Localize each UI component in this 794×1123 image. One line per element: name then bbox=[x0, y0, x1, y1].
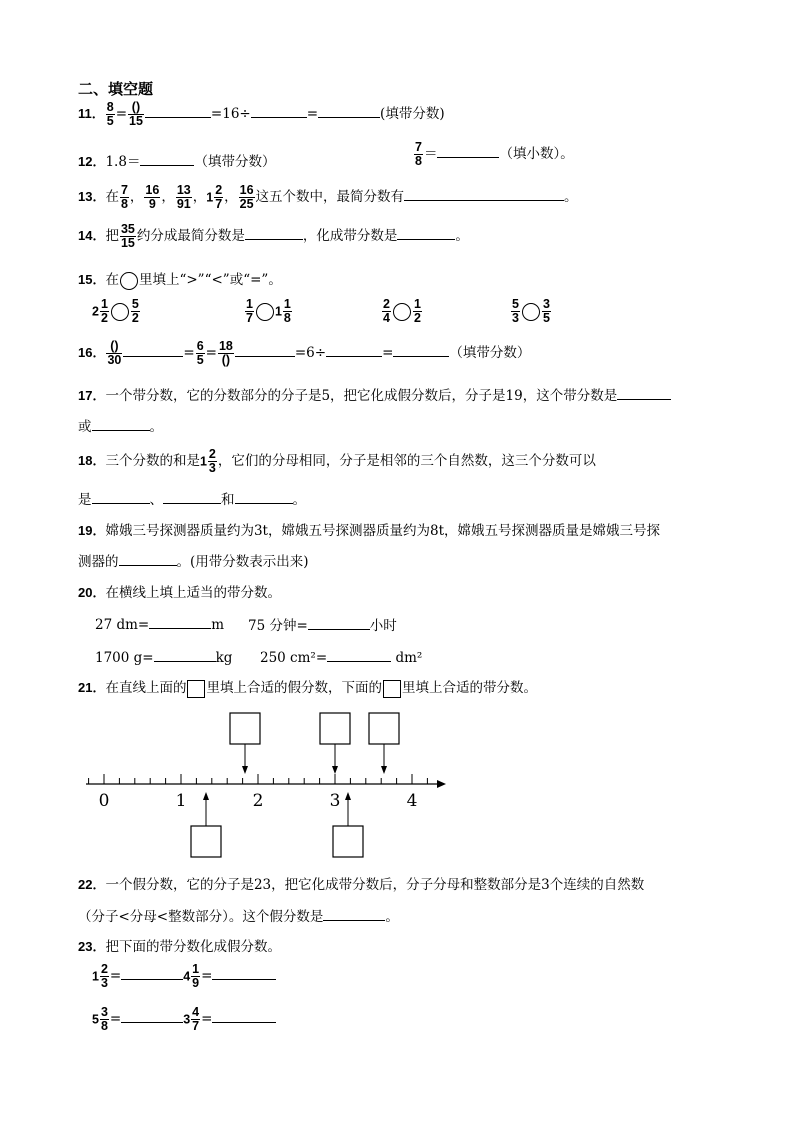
question-number: 20． bbox=[78, 585, 106, 600]
answer-blank[interactable] bbox=[212, 965, 276, 980]
question-number: 15． bbox=[78, 272, 106, 287]
question-23: 23．把下面的带分数化成假分数。 bbox=[78, 939, 281, 955]
square-icon bbox=[383, 680, 401, 698]
question-19: 19．嫦娥三号探测器质量约为3t，嫦娥五号探测器质量约为8t，嫦娥五号探测器质量是嫦娥三号探 bbox=[78, 523, 660, 539]
answer-blank[interactable] bbox=[318, 103, 380, 118]
question-20: 20．在横线上填上适当的带分数。 bbox=[78, 585, 281, 601]
fraction: $\frac{18}{()}$ bbox=[218, 339, 233, 368]
compare-pair-1: 2 $\frac{1}{2}$ $\frac{5}{2}$ bbox=[92, 297, 139, 326]
convert-row-1: 1 $\frac{2}{3}$ = 4 $\frac{1}{9}$ = bbox=[92, 963, 276, 990]
convert-row-2: 5 $\frac{3}{8}$ = 3 $\frac{4}{7}$ = bbox=[92, 1006, 276, 1033]
answer-blank[interactable] bbox=[163, 489, 221, 504]
question-number: 18． bbox=[78, 453, 106, 469]
answer-blank[interactable] bbox=[121, 1008, 183, 1023]
fraction: $\frac{8}{5}$ bbox=[106, 100, 114, 129]
question-number: 17． bbox=[78, 388, 106, 403]
answer-blank[interactable] bbox=[617, 385, 671, 400]
question-16: 16． $\frac{()}{30}$ = $\frac{6}{5}$ = $\frac{18}{()}$ =6÷ = （填带分数） bbox=[78, 339, 531, 368]
fraction: $\frac{6}{5}$ bbox=[196, 339, 204, 368]
axis-arrow-icon bbox=[437, 780, 446, 788]
answer-blank[interactable] bbox=[323, 906, 385, 921]
fraction: $\frac{()}{30}$ bbox=[107, 339, 122, 368]
conversion-d: 250 cm²= dm² bbox=[260, 647, 422, 666]
answer-blank[interactable] bbox=[308, 615, 370, 630]
answer-blank[interactable] bbox=[92, 489, 150, 504]
question-22-line-2: （分子<分母<整数部分）。这个假分数是 。 bbox=[78, 905, 399, 925]
conversion-c: 1700 g= kg bbox=[95, 647, 232, 666]
axis-label-4: 4 bbox=[406, 791, 418, 811]
compare-circle[interactable] bbox=[111, 303, 129, 321]
answer-box-bottom-1[interactable] bbox=[191, 826, 221, 857]
answer-blank[interactable] bbox=[437, 143, 499, 158]
number-line-diagram bbox=[0, 700, 794, 865]
question-19-line-2: 测器的 。(用带分数表示出来) bbox=[78, 550, 309, 570]
answer-blank[interactable] bbox=[92, 416, 150, 431]
fraction: $\frac{35}{15}$ bbox=[120, 222, 135, 251]
question-21: 21．在直线上面的 里填上合适的假分数，下面的 里填上合适的带分数。 bbox=[78, 680, 537, 696]
question-11: 11． $\frac{8}{5}$ = $\frac{()}{15}$ =16÷ = (填带分数) bbox=[78, 100, 445, 129]
question-13: 13．在 $\frac{7}{8}$ ， $\frac{16}{9}$ ， $\frac{13}{91}$ ，1 $\frac{2}{7}$ ， $\frac{16}{25}$ 这五个数中，最简分数有 。 bbox=[78, 183, 578, 212]
answer-blank[interactable] bbox=[393, 342, 449, 357]
arrow-up-icon bbox=[345, 792, 351, 800]
answer-blank[interactable] bbox=[235, 342, 295, 357]
question-18-line-2: 是 、 和 。 bbox=[78, 488, 306, 508]
fraction: $\frac{16}{25}$ bbox=[239, 183, 254, 212]
fraction: $\frac{2}{3}$ bbox=[208, 447, 216, 476]
answer-blank[interactable] bbox=[326, 342, 382, 357]
answer-box-top-3[interactable] bbox=[369, 713, 399, 744]
answer-blank[interactable] bbox=[119, 551, 177, 566]
question-number: 12． bbox=[78, 154, 106, 169]
fraction: $\frac{7}{8}$ bbox=[120, 183, 128, 212]
compare-pair-3: $\frac{2}{4}$ $\frac{1}{2}$ bbox=[383, 297, 421, 326]
question-14: 14．把 $\frac{35}{15}$ 约分成最简分数是 ，化成带分数是 。 bbox=[78, 222, 469, 251]
section-title: 二、填空题 bbox=[78, 81, 154, 98]
fraction: $\frac{7}{8}$ bbox=[415, 140, 422, 169]
answer-blank[interactable] bbox=[145, 103, 211, 118]
conversion-a: 27 dm= m bbox=[95, 614, 224, 633]
question-number: 13． bbox=[78, 189, 106, 205]
fraction: $\frac{16}{9}$ bbox=[145, 183, 160, 212]
answer-blank[interactable] bbox=[397, 225, 455, 240]
compare-circle[interactable] bbox=[256, 303, 274, 321]
answer-blank[interactable] bbox=[140, 151, 194, 166]
axis-label-2: 2 bbox=[252, 791, 264, 811]
question-number: 23． bbox=[78, 939, 106, 954]
axis-label-0: 0 bbox=[98, 791, 110, 811]
answer-box-top-2[interactable] bbox=[320, 713, 350, 744]
question-12: 12．1.8＝ （填带分数） bbox=[78, 150, 275, 170]
answer-blank[interactable] bbox=[121, 965, 183, 980]
question-number: 16． bbox=[78, 345, 106, 361]
conversion-b: 75 分钟= 小时 bbox=[248, 614, 397, 634]
answer-blank[interactable] bbox=[212, 1008, 276, 1023]
answer-box-bottom-2[interactable] bbox=[333, 826, 363, 857]
arrow-up-icon bbox=[203, 792, 209, 800]
answer-blank[interactable] bbox=[327, 647, 391, 662]
answer-box-top-1[interactable] bbox=[230, 713, 260, 744]
question-22: 22．一个假分数，它的分子是23，把它化成带分数后，分子分母和整数部分是3个连续的自然数 bbox=[78, 877, 645, 893]
answer-blank[interactable] bbox=[245, 225, 303, 240]
compare-pair-4: $\frac{5}{3}$ $\frac{3}{5}$ bbox=[512, 297, 550, 326]
square-icon bbox=[187, 680, 205, 698]
compare-circle[interactable] bbox=[393, 303, 411, 321]
question-18: 18．三个分数的和是1 $\frac{2}{3}$ ，它们的分母相同，分子是相邻的三个自然数，这三个分数可以 bbox=[78, 447, 596, 476]
arrow-down-icon bbox=[242, 766, 248, 774]
fraction: $\frac{()}{15}$ bbox=[129, 100, 143, 129]
answer-blank[interactable] bbox=[404, 186, 564, 201]
answer-blank[interactable] bbox=[149, 614, 211, 629]
axis-label-3: 3 bbox=[329, 791, 341, 811]
compare-pair-2: $\frac{1}{7}$ 1 $\frac{1}{8}$ bbox=[246, 297, 291, 326]
question-15: 15．在 里填上“>”“<”或“=”。 bbox=[78, 272, 282, 288]
answer-blank[interactable] bbox=[154, 647, 216, 662]
question-number: 11． bbox=[78, 106, 105, 122]
question-number: 21． bbox=[78, 680, 106, 695]
compare-circle[interactable] bbox=[522, 303, 540, 321]
answer-blank[interactable] bbox=[251, 103, 307, 118]
fraction: $\frac{2}{7}$ bbox=[215, 183, 223, 212]
answer-blank[interactable] bbox=[235, 489, 293, 504]
question-12-part-b: $\frac{7}{8}$ ＝ （填小数）。 bbox=[415, 140, 574, 169]
number-line-ticks bbox=[89, 774, 428, 784]
question-number: 14． bbox=[78, 228, 106, 244]
fraction: $\frac{13}{91}$ bbox=[176, 183, 191, 212]
answer-blank[interactable] bbox=[123, 342, 183, 357]
arrow-down-icon bbox=[332, 766, 338, 774]
question-17: 17．一个带分数，它的分数部分的分子是5，把它化成假分数后，分子是19，这个带分数是 bbox=[78, 384, 671, 404]
circle-icon bbox=[120, 272, 138, 290]
axis-label-1: 1 bbox=[175, 791, 187, 811]
question-number: 19． bbox=[78, 523, 106, 538]
question-number: 22． bbox=[78, 877, 106, 892]
arrow-down-icon bbox=[381, 766, 387, 774]
question-17-line-2: 或 。 bbox=[78, 415, 163, 435]
